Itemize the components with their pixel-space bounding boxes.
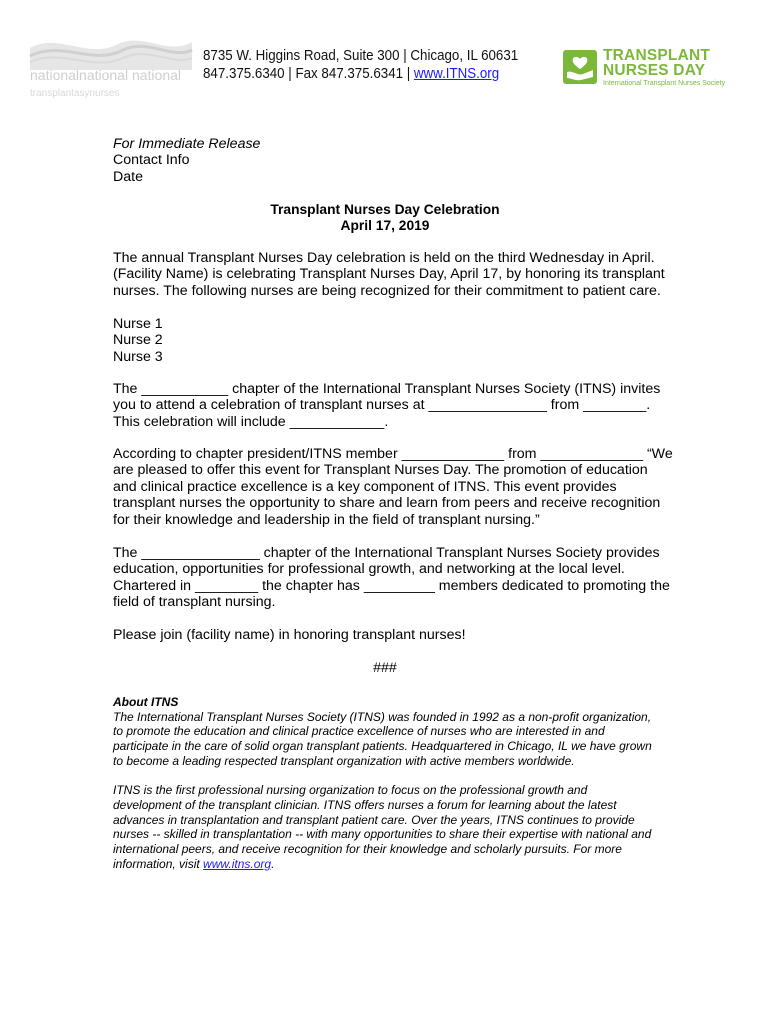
phone-fax: 847.375.6340 | Fax 847.375.6341 | <box>203 66 414 82</box>
quote-paragraph: According to chapter president/ITNS member _____________ from _____________ “We are pleased to offer this event for Transplant Nurses Day. The promotion of education and clinical practice excellence is a key component of ITNS. This event provides transplant nurses the opportunity to share and learn from peers and receive recognition for their knowledge and leadership in the field of transplant nursing.” <box>113 446 673 528</box>
contact-info: Contact Info <box>113 152 190 169</box>
logo-subtitle: International Transplant Nurses Society <box>603 80 726 87</box>
wave-logo-icon <box>28 30 194 100</box>
itns-link[interactable]: www.itns.org <box>203 856 272 871</box>
release-info <box>113 136 673 185</box>
chapter-paragraph: The _______________ chapter of the International Transplant Nurses Society provides education, opportunities for professional growth, and networking at the local level. Chartered in ________ the chapter has _________ members dedicated to promoting the field of transplant nursing. <box>113 545 670 611</box>
itns-logo-faded <box>28 30 194 100</box>
about-section <box>113 695 658 871</box>
release-date: Date <box>113 168 143 185</box>
about-heading: About ITNS <box>113 695 179 709</box>
intro-paragraph: The annual Transplant Nurses Day celebration is held on the third Wednesday in April. (Facility Name) is celebrating Transplant Nurses Day, April 17, by honoring its transplant nurses. The following nurses are being recognized for their commitment to patient care. <box>113 250 665 299</box>
address-line-2 <box>203 65 518 83</box>
address-line-1: 8735 W. Higgins Road, Suite 300 | Chicago, IL 60631 <box>203 48 519 64</box>
closing-paragraph: Please join (facility name) in honoring transplant nurses! <box>113 627 466 643</box>
logo-title-line-1: TRANSPLANT <box>603 47 711 64</box>
address-block <box>203 47 518 83</box>
about-paragraph-2-end: . <box>271 856 275 871</box>
headline-date: April 17, 2019 <box>340 218 430 234</box>
release-line: For Immediate Release <box>113 136 261 152</box>
hands-heart-icon <box>563 50 597 84</box>
svg-text:transplantasynurses: transplantasynurses <box>30 88 120 99</box>
logo-title-line-2: NURSES DAY <box>603 62 706 79</box>
end-mark: ### <box>373 660 397 676</box>
website-link[interactable]: www.ITNS.org <box>413 66 500 82</box>
about-paragraph-2-text: ITNS is the first professional nursing organization to focus on the professional growth and development of the transplant clinician. ITNS offers nurses a forum for learning about the latest advances in transplantation and transplant patient care. Over the years, ITNS continues to provide nurses -- skilled in transplantation -- with many opportunities to share their expertise with national and international peers, and receive recognition for their knowledge and scholarly pursuits. For more information, visit <box>113 783 652 871</box>
headline <box>0 202 770 235</box>
list-item: Nurse 1 <box>113 316 163 332</box>
logo-watermark-text: nationalnational national <box>30 67 182 83</box>
list-item: Nurse 2 <box>113 332 163 349</box>
invitation-paragraph: The ___________ chapter of the International Transplant Nurses Society (ITNS) invites you to attend a celebration of transplant nurses at _______________ from ________. This celebration will include ____________. <box>113 381 661 430</box>
list-item: Nurse 3 <box>113 348 163 365</box>
about-paragraph-2 <box>113 783 658 871</box>
transplant-nurses-day-logo <box>563 48 735 90</box>
about-paragraph-1: The International Transplant Nurses Society (ITNS) was founded in 1992 as a non-profit organization, to promote the education and clinical practice excellence of nurses who are interested in and participate in the care of solid organ transplant patients. Headquartered in Chicago, IL we have grown to become a leading respected transplant organization with active members worldwide. <box>113 709 652 768</box>
nurse-list <box>113 316 673 365</box>
headline-title: Transplant Nurses Day Celebration <box>270 202 500 217</box>
